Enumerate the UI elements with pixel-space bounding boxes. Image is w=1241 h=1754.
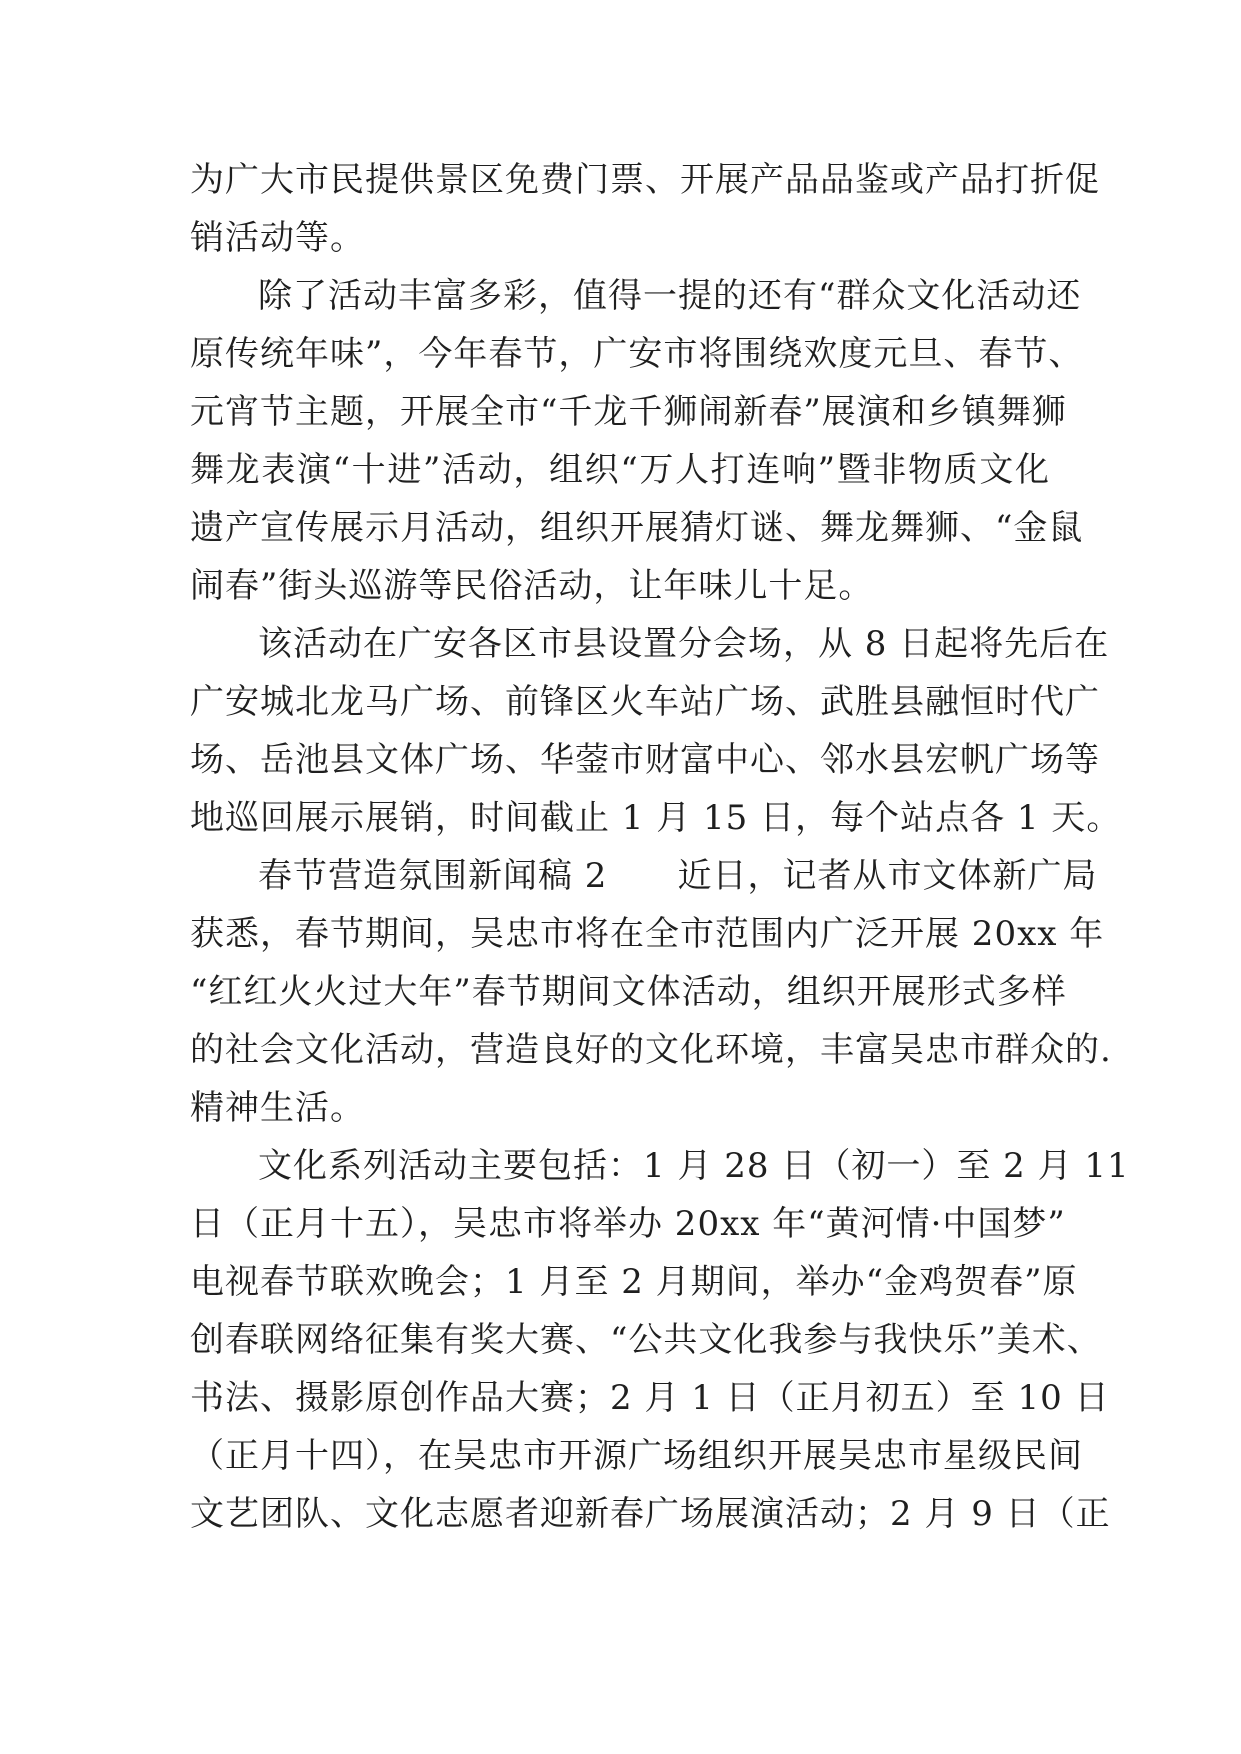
text-line: 场、岳池县文体广场、华蓥市财富中心、邻水县宏帆广场等 <box>190 740 1100 780</box>
text-line: （正月十四），在吴忠市开源广场组织开展吴忠市星级民间 <box>190 1436 1083 1476</box>
text-line: 地巡回展示展销，时间截止 1 月 15 日，每个站点各 1 天。 <box>190 798 1122 838</box>
text-line: 舞龙表演“十进”活动，组织“万人打连响”暨非物质文化 <box>190 450 1050 490</box>
text-line: 原传统年味”，今年春节，广安市将围绕欢度元旦、春节、 <box>190 334 1084 374</box>
text-line: 日（正月十五），吴忠市将举办 20xx 年“黄河情·中国梦” <box>190 1204 1066 1244</box>
text-line: 广安城北龙马广场、前锋区火车站广场、武胜县融恒时代广 <box>190 682 1100 722</box>
text-line: 元宵节主题，开展全市“千龙千狮闹新春”展演和乡镇舞狮 <box>190 392 1067 432</box>
text-line: 销活动等。 <box>190 218 365 258</box>
text-line: 闹春”街头巡游等民俗活动，让年味儿十足。 <box>190 566 874 606</box>
paragraph-start-line: 除了活动丰富多彩，值得一提的还有“群众文化活动还 <box>258 276 1082 316</box>
text-line: 的社会文化活动，营造良好的文化环境，丰富吴忠市群众的. <box>190 1030 1112 1070</box>
text-line: 电视春节联欢晚会；1 月至 2 月期间，举办“金鸡贺春”原 <box>190 1262 1078 1302</box>
text-line: 创春联网络征集有奖大赛、“公共文化我参与我快乐”美术、 <box>190 1320 1102 1360</box>
text-line: 获悉，春节期间，吴忠市将在全市范围内广泛开展 20xx 年 <box>190 914 1105 954</box>
article-body <box>190 151 1130 1543</box>
text-line: 精神生活。 <box>190 1088 365 1128</box>
text-line: 文艺团队、文化志愿者迎新春广场展演活动；2 月 9 日（正 <box>190 1494 1111 1534</box>
paragraph-start-line: 文化系列活动主要包括：1 月 28 日（初一）至 2 月 11 <box>258 1146 1130 1186</box>
text-line: 遗产宣传展示月活动，组织开展猜灯谜、舞龙舞狮、“金鼠 <box>190 508 1084 548</box>
paragraph-start-line: 春节营造氛围新闻稿 2 近日，记者从市文体新广局 <box>258 856 1098 896</box>
text-line: 为广大市民提供景区免费门票、开展产品品鉴或产品打折促 <box>190 160 1100 200</box>
text-line: 书法、摄影原创作品大赛；2 月 1 日（正月初五）至 10 日 <box>190 1378 1110 1418</box>
paragraph-start-line: 该活动在广安各区市县设置分会场，从 8 日起将先后在 <box>258 624 1110 664</box>
text-line: “红红火火过大年”春节期间文体活动，组织开展形式多样 <box>190 972 1067 1012</box>
